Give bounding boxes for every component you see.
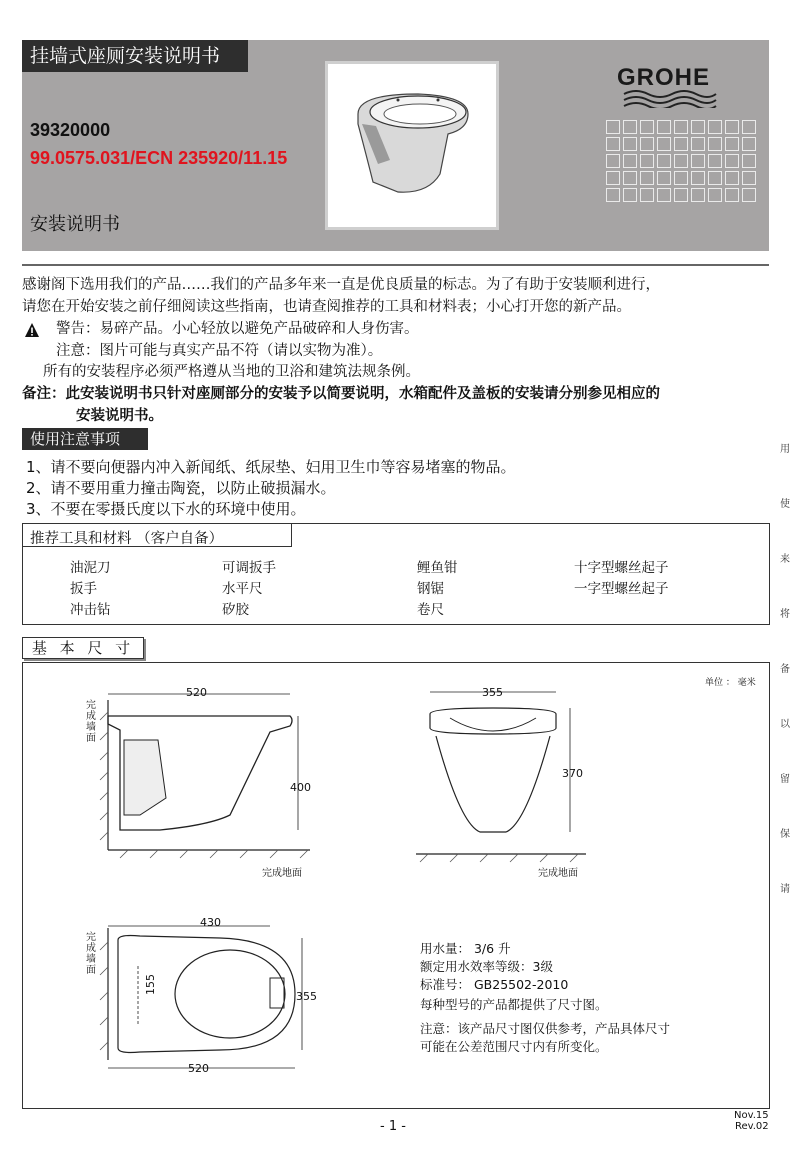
wall-label: 完成墙面 xyxy=(86,700,96,744)
tool-item: 钢锯 xyxy=(417,581,444,597)
top-view-drawing xyxy=(80,910,330,1080)
remark-line-1: 备注：此安装说明书只针对座厕部分的安装予以简要说明，水箱配件及盖板的安装请分别参见相应的 xyxy=(22,386,660,402)
usage-item: 2、请不要用重力撞击陶瓷，以防止破损漏水。 xyxy=(26,479,336,497)
warning-text: 警告：易碎产品。小心轻放以避免产品破碎和人身伤害。 xyxy=(56,321,419,337)
ecn-number: 99.0575.031/ECN 235920/11.15 xyxy=(30,148,288,168)
rev-text: Rev.02 xyxy=(734,1121,769,1132)
product-photo xyxy=(325,61,499,230)
tool-item: 油泥刀 xyxy=(70,560,111,576)
usage-heading: 使用注意事项 xyxy=(22,428,148,450)
revision-date xyxy=(734,1110,769,1132)
warning-icon xyxy=(24,322,40,338)
date-text: Nov.15 xyxy=(734,1110,769,1121)
document-subtitle: 安装说明书 xyxy=(30,214,120,235)
usage-item: 3、不要在零摄氏度以下水的环境中使用。 xyxy=(26,500,306,518)
logo-waves-icon xyxy=(622,90,718,108)
tool-item: 鲤鱼钳 xyxy=(417,560,458,576)
tool-item: 矽胶 xyxy=(222,602,249,618)
side-width-dim: 520 xyxy=(186,686,207,699)
standard-number: 标准号： GB25502-2010 xyxy=(420,977,569,992)
dimensions-heading: 基 本 尺 寸 xyxy=(22,637,144,659)
tools-heading: 推荐工具和材料 （客户自备） xyxy=(30,531,224,547)
side-note: 用 使 来 将 备 以 留 保 请 xyxy=(780,444,790,895)
document-title: 挂墙式座厕安装说明书 xyxy=(22,40,248,72)
efficiency-grade: 额定用水效率等级：3级 xyxy=(420,959,553,974)
top-hole-dim: 155 xyxy=(144,974,157,995)
dimension-note: 每种型号的产品都提供了尺寸图。 xyxy=(420,997,608,1012)
tool-item: 水平尺 xyxy=(222,581,263,597)
tool-item: 一字型螺丝起子 xyxy=(574,581,669,597)
model-number: 39320000 xyxy=(30,120,111,140)
front-height-dim: 370 xyxy=(562,767,583,780)
wall-label: 完成墙面 xyxy=(86,932,96,976)
usage-item: 1、请不要向便器内冲入新闻纸、纸尿垫、妇用卫生巾等容易堵塞的物品。 xyxy=(26,458,516,476)
tool-item: 卷尺 xyxy=(417,602,444,618)
top-width-dim: 355 xyxy=(296,990,317,1003)
front-width-dim: 355 xyxy=(482,686,503,699)
tools-head-side xyxy=(291,523,292,547)
top-length-dim: 520 xyxy=(188,1062,209,1075)
regulation-text: 所有的安装程序必须严格遵从当地的卫浴和建筑法规条例。 xyxy=(43,364,420,380)
page-number: - 1 - xyxy=(380,1119,406,1134)
tool-item: 冲击钻 xyxy=(70,602,111,618)
tolerance-note-2: 可能在公差范围尺寸内有所变化。 xyxy=(420,1039,608,1054)
brand-logo: GROHE xyxy=(617,64,711,91)
top-depth-dim: 430 xyxy=(200,916,221,929)
intro-line-2: 请您在开始安装之前仔细阅读这些指南，也请查阅推荐的工具和材料表；小心打开您的新产品。 xyxy=(22,299,631,315)
tool-item: 十字型螺丝起子 xyxy=(574,560,669,576)
intro-line-1: 感谢阁下选用我们的产品……我们的产品多年来一直是优良质量的标志。为了有助于安装顺利进行， xyxy=(22,277,660,293)
water-use: 用水量： 3/6 升 xyxy=(420,941,511,956)
side-view-drawing xyxy=(80,680,320,880)
note-text: 注意：图片可能与真实产品不符（请以实物为准）。 xyxy=(56,343,383,359)
unit-label: 单位 ： 毫米 xyxy=(705,678,756,688)
tool-item: 扳手 xyxy=(70,581,97,597)
divider xyxy=(22,264,769,266)
tool-item: 可调扳手 xyxy=(222,560,276,576)
tile-pattern xyxy=(606,120,756,202)
remark-line-2: 安装说明书。 xyxy=(76,408,163,424)
side-height-dim: 400 xyxy=(290,781,311,794)
floor-label: 完成地面 xyxy=(538,868,578,879)
floor-label: 完成地面 xyxy=(262,868,302,879)
tolerance-note-1: 注意：该产品尺寸图仅供参考，产品具体尺寸 xyxy=(420,1021,671,1036)
